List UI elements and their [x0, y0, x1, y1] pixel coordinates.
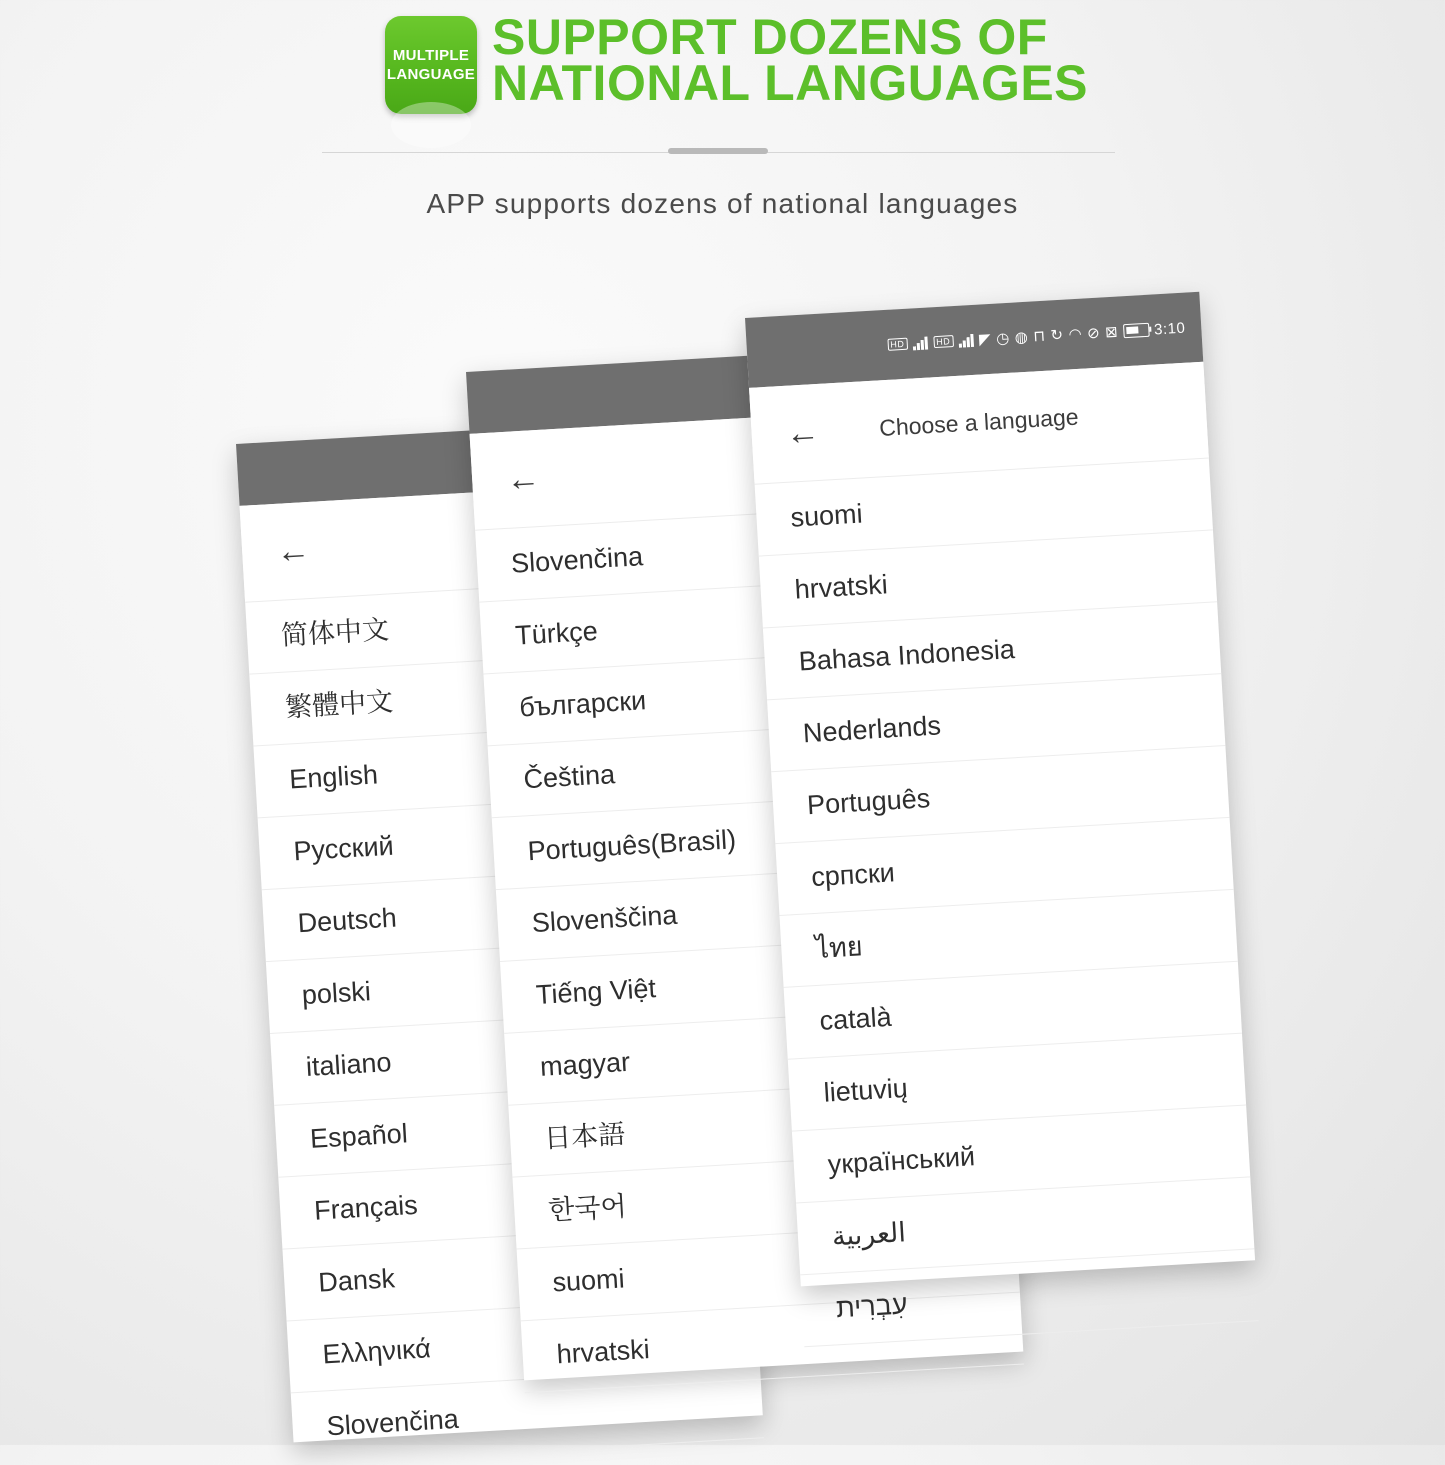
list-item[interactable]: Bahasa Indonesia: [763, 602, 1221, 700]
list-item[interactable]: український: [792, 1105, 1250, 1203]
list-item[interactable]: Français: [278, 1151, 751, 1250]
list-item[interactable]: hrvatski: [759, 530, 1217, 628]
list-item[interactable]: Español: [274, 1079, 747, 1178]
list-item[interactable]: српски: [775, 818, 1233, 916]
list-item[interactable]: Tiếng Việt: [500, 933, 1003, 1034]
list-item[interactable]: Deutsch: [262, 863, 735, 962]
list-item[interactable]: català: [784, 962, 1242, 1060]
list-item[interactable]: English: [253, 719, 726, 818]
headset-icon: ◠: [1068, 325, 1083, 344]
back-arrow-icon[interactable]: ←: [784, 412, 821, 453]
page-title-line1: SUPPORT DOZENS OF: [492, 9, 1048, 65]
list-item[interactable]: Ελληνικά: [287, 1294, 760, 1393]
list-item[interactable]: 日本語: [508, 1077, 1011, 1178]
list-item[interactable]: 简体中文: [245, 576, 718, 675]
signal-icon: [912, 336, 929, 350]
list-item[interactable]: suomi: [517, 1221, 1020, 1322]
back-arrow-icon[interactable]: ←: [275, 530, 312, 571]
hd-icon: HD: [887, 338, 908, 351]
list-item[interactable]: Türkçe: [479, 574, 982, 675]
alarm-icon: ◷: [995, 329, 1011, 348]
list-item[interactable]: Português: [771, 746, 1229, 844]
list-item[interactable]: Slovenčina: [291, 1366, 764, 1465]
list-item[interactable]: Dansk: [282, 1223, 755, 1322]
list-item[interactable]: suomi: [755, 459, 1213, 557]
list-item[interactable]: hrvatski: [521, 1293, 1024, 1394]
back-arrow-icon[interactable]: ←: [505, 458, 542, 499]
globe-icon: ◍: [1014, 328, 1029, 347]
list-item[interactable]: العربية: [796, 1177, 1254, 1275]
list-item[interactable]: 繁體中文: [249, 648, 722, 747]
list-item[interactable]: lietuvių: [788, 1034, 1246, 1132]
list-item[interactable]: 한국어: [512, 1149, 1015, 1250]
vpn-icon: ⊓: [1032, 327, 1047, 346]
page-subtitle: APP supports dozens of national languages: [426, 188, 1019, 219]
list-item[interactable]: Русский: [258, 791, 731, 890]
list-item[interactable]: български: [483, 646, 986, 747]
status-clock: 3:10: [1153, 319, 1186, 338]
list-item[interactable]: Português(Brasil): [492, 789, 995, 890]
badge-label-line1: MULTIPLE: [392, 47, 470, 64]
phone-screen-3: [745, 292, 1255, 1324]
page-title-line2: NATIONAL LANGUAGES: [492, 55, 1089, 111]
dnd-icon: ⊘: [1086, 324, 1101, 343]
language-list-3[interactable]: [755, 459, 1259, 1348]
list-item[interactable]: polski: [266, 935, 739, 1034]
app-bar-title-3: Choose a language: [878, 403, 1080, 441]
sync-icon: ↻: [1050, 326, 1065, 345]
wifi-icon: ◤: [978, 330, 992, 349]
signal-icon-2: [958, 333, 975, 347]
list-item[interactable]: Slovenščina: [496, 861, 999, 962]
mute-icon: ⊠: [1104, 323, 1119, 342]
list-item[interactable]: italiano: [270, 1007, 743, 1106]
list-item[interactable]: ไทย: [779, 890, 1237, 988]
badge-label-line2: LANGUAGE: [386, 66, 476, 83]
list-item[interactable]: עִבְרִית: [800, 1249, 1258, 1347]
list-item[interactable]: Slovenčina: [475, 502, 978, 603]
battery-icon: [1123, 323, 1150, 338]
list-item[interactable]: Čeština: [488, 718, 991, 819]
list-item[interactable]: Nederlands: [767, 674, 1225, 772]
list-item[interactable]: magyar: [504, 1005, 1007, 1106]
hd-icon-2: HD: [933, 335, 954, 348]
